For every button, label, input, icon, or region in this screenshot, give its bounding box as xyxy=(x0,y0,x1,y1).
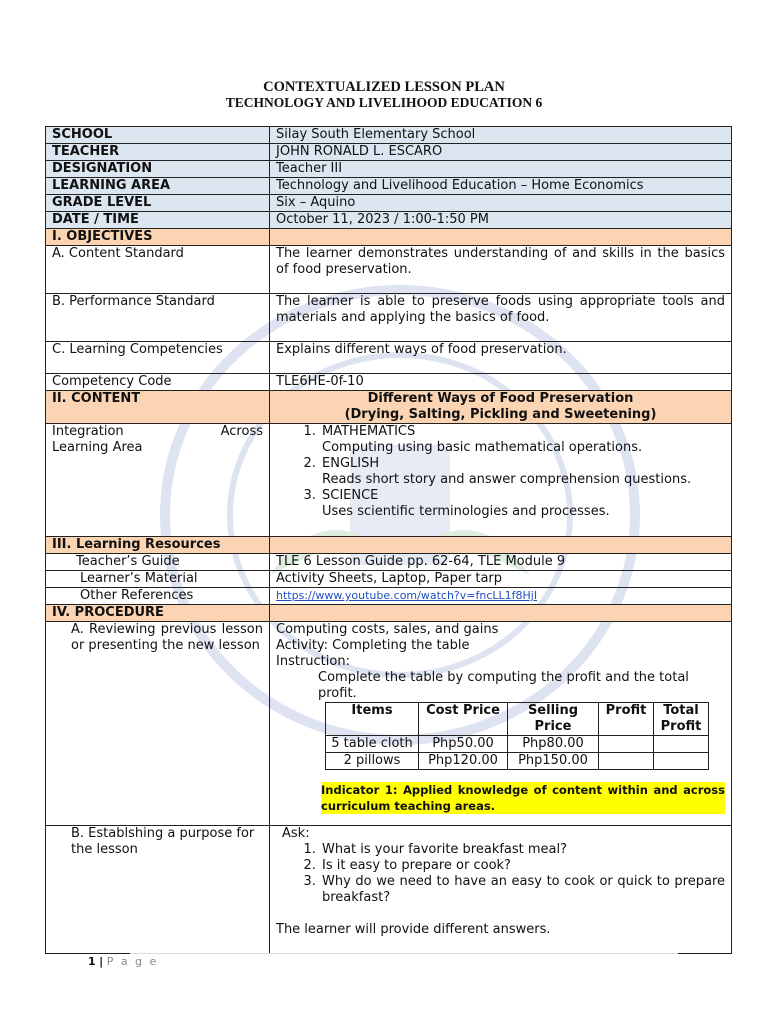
table-row xyxy=(46,605,732,622)
procedure-a-label: A. Reviewing previous lesson or presenting the new lesson xyxy=(46,622,270,826)
table-row xyxy=(46,144,732,161)
table-cell xyxy=(599,753,654,770)
integration-label: Integration xyxy=(52,424,124,439)
table-row xyxy=(326,703,709,736)
table-row xyxy=(46,127,732,144)
page-footer xyxy=(88,955,158,968)
content-standard-label: A. Content Standard xyxy=(46,246,270,294)
content-title: Different Ways of Food Preservation xyxy=(367,391,634,406)
school-label: SCHOOL xyxy=(46,127,270,144)
procedure-a-line: Instruction: xyxy=(276,654,350,669)
table-cell: 5 table cloth xyxy=(326,736,419,753)
integration-label-area: Learning Area xyxy=(52,440,143,455)
procedure-b-ask: Ask: xyxy=(282,826,310,841)
youtube-link[interactable]: https://www.youtube.com/watch?v=fncLL1f8HjI xyxy=(276,589,538,602)
date-time-value: October 11, 2023 / 1:00-1:50 PM xyxy=(270,212,732,229)
competency-code-value: TLE6HE-0f-10 xyxy=(270,374,732,391)
date-time-label: DATE / TIME xyxy=(46,212,270,229)
table-header: Items xyxy=(326,703,419,736)
indicator-note: Indicator 1: Applied knowledge of content within and across curriculum teaching areas. xyxy=(321,783,725,813)
table-row xyxy=(46,588,732,605)
learning-competencies-label: C. Learning Competencies xyxy=(46,342,270,374)
table-row xyxy=(46,391,732,424)
table-row xyxy=(46,294,732,342)
page-separator: | xyxy=(99,955,104,968)
resources-heading: III. Learning Resources xyxy=(46,537,270,554)
table-cell: Php80.00 xyxy=(508,736,599,753)
learning-competencies-value: Explains different ways of food preservation. xyxy=(270,342,732,374)
content-subtitle: (Drying, Salting, Pickling and Sweetening) xyxy=(344,407,657,422)
list-item: 1. What is your favorite breakfast meal? xyxy=(320,842,725,858)
table-row xyxy=(326,753,709,770)
teachers-guide-value: TLE 6 Lesson Guide pp. 62-64, TLE Module 9 xyxy=(270,554,732,571)
learning-area-label: LEARNING AREA xyxy=(46,178,270,195)
learners-material-value: Activity Sheets, Laptop, Paper tarp xyxy=(270,571,732,588)
table-row xyxy=(46,229,732,246)
page-label: P a g e xyxy=(106,955,159,968)
table-row xyxy=(46,161,732,178)
designation-label: DESIGNATION xyxy=(46,161,270,178)
table-row xyxy=(326,736,709,753)
procedure-a-line: Computing costs, sales, and gains xyxy=(276,622,499,637)
content-heading: II. CONTENT xyxy=(46,391,270,424)
table-header: Selling Price xyxy=(508,703,599,736)
list-item: 3. Why do we need to have an easy to cook or quick to prepare breakfast? xyxy=(320,874,725,906)
list-item: 3. SCIENCE Uses scientific terminologies and processes. xyxy=(320,488,725,520)
table-header: Cost Price xyxy=(419,703,508,736)
learning-area-value: Technology and Livelihood Education – Home Economics xyxy=(270,178,732,195)
teacher-value: JOHN RONALD L. ESCARO xyxy=(270,144,732,161)
integration-label-across: Across xyxy=(220,424,263,439)
footer-divider xyxy=(130,953,678,954)
document-subtitle: TECHNOLOGY AND LIVELIHOOD EDUCATION 6 xyxy=(225,95,543,110)
table-row xyxy=(46,178,732,195)
table-row xyxy=(46,424,732,537)
document-title: CONTEXTUALIZED LESSON PLAN xyxy=(263,79,505,95)
procedure-a-instruction: Complete the table by computing the profit and the total profit. xyxy=(318,670,689,701)
list-item: 2. ENGLISH Reads short story and answer comprehension questions. xyxy=(320,456,725,488)
breakfast-questions-list xyxy=(276,842,725,906)
table-row xyxy=(46,246,732,294)
integration-list xyxy=(276,424,725,520)
profit-table xyxy=(325,702,709,770)
table-cell xyxy=(654,753,709,770)
table-row xyxy=(46,342,732,374)
procedure-heading: IV. PROCEDURE xyxy=(46,605,270,622)
procedure-b-label: B. Establshing a purpose for the lesson xyxy=(46,826,270,954)
content-standard-value: The learner demonstrates understanding of and skills in the basics of food preservation. xyxy=(270,246,732,294)
table-cell: Php120.00 xyxy=(419,753,508,770)
procedure-b-answer: The learner will provide different answers. xyxy=(276,922,551,937)
table-cell xyxy=(599,736,654,753)
objectives-heading: I. OBJECTIVES xyxy=(46,229,270,246)
list-item: 1. MATHEMATICS Computing using basic mathematical operations. xyxy=(320,424,725,456)
lesson-plan-table xyxy=(45,126,732,954)
table-row xyxy=(46,571,732,588)
table-row xyxy=(46,554,732,571)
list-item: 2. Is it easy to prepare or cook? xyxy=(320,858,725,874)
competency-code-label: Competency Code xyxy=(46,374,270,391)
table-cell xyxy=(654,736,709,753)
performance-standard-label: B. Performance Standard xyxy=(46,294,270,342)
learners-material-label: Learner’s Material xyxy=(46,571,270,588)
table-row xyxy=(46,195,732,212)
teachers-guide-label: Teacher’s Guide xyxy=(46,554,270,571)
teacher-label: TEACHER xyxy=(46,144,270,161)
performance-standard-value: The learner is able to preserve foods using appropriate tools and materials and applying the basics of food. xyxy=(270,294,732,342)
page-number: 1 xyxy=(88,955,96,968)
procedure-a-line: Activity: Completing the table xyxy=(276,638,470,653)
grade-level-label: GRADE LEVEL xyxy=(46,195,270,212)
table-cell: 2 pillows xyxy=(326,753,419,770)
grade-level-value: Six – Aquino xyxy=(270,195,732,212)
table-header: Profit xyxy=(599,703,654,736)
table-cell: Php150.00 xyxy=(508,753,599,770)
table-row xyxy=(46,826,732,954)
table-header: Total Profit xyxy=(654,703,709,736)
table-row xyxy=(46,374,732,391)
other-references-label: Other References xyxy=(46,588,270,605)
table-row xyxy=(46,622,732,826)
table-row xyxy=(46,537,732,554)
school-value: Silay South Elementary School xyxy=(270,127,732,144)
designation-value: Teacher III xyxy=(270,161,732,178)
table-row xyxy=(46,212,732,229)
table-cell: Php50.00 xyxy=(419,736,508,753)
